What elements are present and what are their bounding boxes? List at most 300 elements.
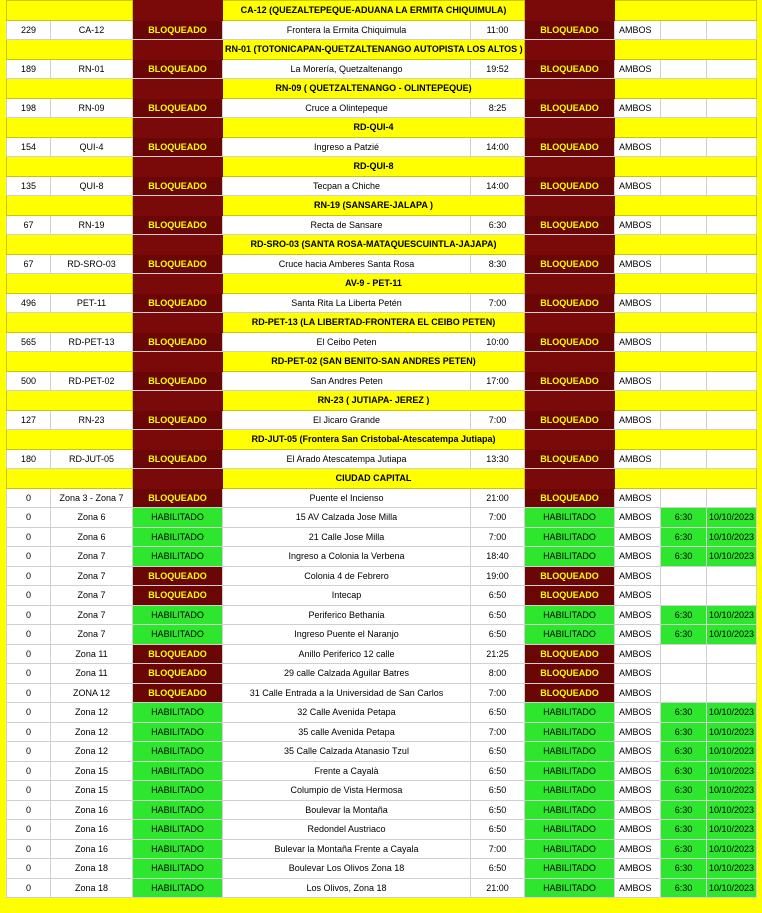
time-cell: 7:00 <box>471 839 525 859</box>
km-cell: 0 <box>7 859 51 879</box>
location-cell: 35 Calle Calzada Atanasio Tzul <box>223 742 471 762</box>
location-cell: San Andres Peten <box>223 371 471 391</box>
time-cell: 19:52 <box>471 59 525 79</box>
header-spacer <box>7 352 133 372</box>
status-cell: HABILITADO <box>525 703 615 723</box>
status-cell: BLOQUEADO <box>525 254 615 274</box>
location-cell: 21 Calle Jose Milla <box>223 527 471 547</box>
direction-cell: AMBOS <box>615 449 661 469</box>
status-cell: HABILITADO <box>133 625 223 645</box>
location-cell: Boulevar Los Olivos Zona 18 <box>223 859 471 879</box>
time-cell: 21:00 <box>471 878 525 898</box>
header-spacer <box>615 1 757 21</box>
location-cell: Recta de Sansare <box>223 215 471 235</box>
km-cell: 0 <box>7 488 51 508</box>
time-cell: 17:00 <box>471 371 525 391</box>
table-row <box>7 20 757 40</box>
time-cell: 6:50 <box>471 586 525 606</box>
header-spacer <box>7 40 133 60</box>
km-cell: 0 <box>7 781 51 801</box>
table-row <box>7 137 757 157</box>
time-cell: 13:30 <box>471 449 525 469</box>
location-cell: Periferico Bethania <box>223 605 471 625</box>
reopen-date-cell: 10/10/2023 <box>707 800 757 820</box>
direction-cell: AMBOS <box>615 742 661 762</box>
table-row <box>7 527 757 547</box>
direction-cell: AMBOS <box>615 722 661 742</box>
location-cell: 32 Calle Avenida Petapa <box>223 703 471 723</box>
direction-cell: AMBOS <box>615 508 661 528</box>
route-header-row <box>7 196 757 216</box>
reopen-time-cell <box>661 566 707 586</box>
route-cell: Zona 15 <box>51 761 133 781</box>
reopen-time-cell <box>661 488 707 508</box>
time-cell: 6:50 <box>471 761 525 781</box>
reopen-date-cell: 10/10/2023 <box>707 605 757 625</box>
route-cell: RD-PET-13 <box>51 332 133 352</box>
route-title: AV-9 - PET-11 <box>223 274 525 294</box>
reopen-time-cell: 6:30 <box>661 547 707 567</box>
reopen-time-cell: 6:30 <box>661 527 707 547</box>
location-cell: Puente el Incienso <box>223 488 471 508</box>
direction-cell: AMBOS <box>615 586 661 606</box>
direction-cell: AMBOS <box>615 20 661 40</box>
time-cell: 7:00 <box>471 508 525 528</box>
table-row <box>7 722 757 742</box>
location-cell: El Arado Atescatempa Jutiapa <box>223 449 471 469</box>
location-cell: 15 AV Calzada Jose Milla <box>223 508 471 528</box>
reopen-time-cell: 6:30 <box>661 703 707 723</box>
reopen-date-cell <box>707 644 757 664</box>
route-cell: CA-12 <box>51 20 133 40</box>
route-header-row <box>7 79 757 99</box>
reopen-date-cell: 10/10/2023 <box>707 508 757 528</box>
km-cell: 0 <box>7 644 51 664</box>
header-spacer <box>615 430 757 450</box>
status-cell: HABILITADO <box>525 742 615 762</box>
route-cell: RD-SRO-03 <box>51 254 133 274</box>
header-dark-block <box>133 391 223 411</box>
status-cell: HABILITADO <box>133 527 223 547</box>
direction-cell: AMBOS <box>615 566 661 586</box>
reopen-time-cell <box>661 664 707 684</box>
status-cell: BLOQUEADO <box>525 332 615 352</box>
status-cell: BLOQUEADO <box>133 137 223 157</box>
header-dark-block <box>133 430 223 450</box>
reopen-date-cell <box>707 488 757 508</box>
header-dark-block <box>133 313 223 333</box>
reopen-date-cell: 10/10/2023 <box>707 547 757 567</box>
status-cell: BLOQUEADO <box>133 371 223 391</box>
status-cell: BLOQUEADO <box>133 488 223 508</box>
route-title: RD-SRO-03 (SANTA ROSA-MATAQUESCUINTLA-JAJAPA) <box>223 235 525 255</box>
status-cell: HABILITADO <box>525 781 615 801</box>
status-cell: HABILITADO <box>133 722 223 742</box>
reopen-date-cell: 10/10/2023 <box>707 527 757 547</box>
status-cell: HABILITADO <box>525 605 615 625</box>
status-cell: BLOQUEADO <box>525 293 615 313</box>
header-spacer <box>7 235 133 255</box>
km-cell: 0 <box>7 878 51 898</box>
status-cell: BLOQUEADO <box>133 332 223 352</box>
reopen-date-cell <box>707 98 757 118</box>
status-cell: BLOQUEADO <box>133 410 223 430</box>
location-cell: Intecap <box>223 586 471 606</box>
reopen-time-cell <box>661 176 707 196</box>
reopen-time-cell: 6:30 <box>661 722 707 742</box>
direction-cell: AMBOS <box>615 820 661 840</box>
time-cell: 8:30 <box>471 254 525 274</box>
direction-cell: AMBOS <box>615 781 661 801</box>
table-row <box>7 820 757 840</box>
header-dark-block <box>133 118 223 138</box>
km-cell: 0 <box>7 742 51 762</box>
time-cell: 8:00 <box>471 664 525 684</box>
route-title: RN-09 ( QUETZALTENANGO - OLINTEPEQUE) <box>223 79 525 99</box>
route-cell: Zona 12 <box>51 722 133 742</box>
time-cell: 19:00 <box>471 566 525 586</box>
header-spacer <box>615 274 757 294</box>
status-cell: BLOQUEADO <box>133 449 223 469</box>
reopen-time-cell: 6:30 <box>661 625 707 645</box>
location-cell: Bulevar la Montaña Frente a Cayala <box>223 839 471 859</box>
table-row <box>7 254 757 274</box>
status-cell: HABILITADO <box>133 761 223 781</box>
km-cell: 154 <box>7 137 51 157</box>
direction-cell: AMBOS <box>615 703 661 723</box>
reopen-time-cell: 6:30 <box>661 508 707 528</box>
time-cell: 6:50 <box>471 859 525 879</box>
route-title: RD-QUI-4 <box>223 118 525 138</box>
reopen-time-cell: 6:30 <box>661 761 707 781</box>
table-row <box>7 878 757 898</box>
km-cell: 0 <box>7 508 51 528</box>
time-cell: 11:00 <box>471 20 525 40</box>
reopen-date-cell <box>707 332 757 352</box>
status-cell: BLOQUEADO <box>525 215 615 235</box>
header-dark-block <box>133 40 223 60</box>
km-cell: 0 <box>7 722 51 742</box>
time-cell: 6:50 <box>471 800 525 820</box>
km-cell: 0 <box>7 761 51 781</box>
table-row <box>7 371 757 391</box>
reopen-time-cell <box>661 644 707 664</box>
direction-cell: AMBOS <box>615 625 661 645</box>
status-cell: BLOQUEADO <box>525 176 615 196</box>
header-dark-block <box>525 313 615 333</box>
status-cell: HABILITADO <box>133 742 223 762</box>
location-cell: 31 Calle Entrada a la Universidad de San Carlos <box>223 683 471 703</box>
header-dark-block <box>525 430 615 450</box>
location-cell: Colonia 4 de Febrero <box>223 566 471 586</box>
reopen-date-cell: 10/10/2023 <box>707 839 757 859</box>
status-cell: BLOQUEADO <box>525 20 615 40</box>
route-cell: RN-23 <box>51 410 133 430</box>
status-cell: HABILITADO <box>525 839 615 859</box>
route-title: CIUDAD CAPITAL <box>223 469 525 489</box>
table-row <box>7 742 757 762</box>
km-cell: 198 <box>7 98 51 118</box>
km-cell: 0 <box>7 586 51 606</box>
direction-cell: AMBOS <box>615 137 661 157</box>
status-cell: BLOQUEADO <box>525 59 615 79</box>
reopen-time-cell <box>661 683 707 703</box>
header-spacer <box>615 79 757 99</box>
table-row <box>7 98 757 118</box>
time-cell: 7:00 <box>471 683 525 703</box>
km-cell: 500 <box>7 371 51 391</box>
route-header-row <box>7 40 757 60</box>
direction-cell: AMBOS <box>615 839 661 859</box>
status-cell: HABILITADO <box>525 508 615 528</box>
header-dark-block <box>133 274 223 294</box>
time-cell: 7:00 <box>471 722 525 742</box>
km-cell: 0 <box>7 547 51 567</box>
header-dark-block <box>525 40 615 60</box>
direction-cell: AMBOS <box>615 176 661 196</box>
route-title: RN-19 (SANSARE-JALAPA ) <box>223 196 525 216</box>
header-dark-block <box>525 274 615 294</box>
direction-cell: AMBOS <box>615 878 661 898</box>
reopen-time-cell <box>661 586 707 606</box>
location-cell: Santa Rita La Liberta Petén <box>223 293 471 313</box>
table-row <box>7 859 757 879</box>
header-spacer <box>7 274 133 294</box>
table-row <box>7 488 757 508</box>
header-spacer <box>615 391 757 411</box>
status-cell: HABILITADO <box>525 859 615 879</box>
header-spacer <box>615 313 757 333</box>
table-row <box>7 781 757 801</box>
location-cell: Frente a Cayalà <box>223 761 471 781</box>
reopen-date-cell: 10/10/2023 <box>707 781 757 801</box>
km-cell: 67 <box>7 215 51 235</box>
route-cell: Zona 12 <box>51 742 133 762</box>
route-cell: Zona 7 <box>51 586 133 606</box>
km-cell: 496 <box>7 293 51 313</box>
route-header-row <box>7 235 757 255</box>
status-cell: HABILITADO <box>525 820 615 840</box>
direction-cell: AMBOS <box>615 800 661 820</box>
location-cell: Tecpan a Chiche <box>223 176 471 196</box>
time-cell: 8:25 <box>471 98 525 118</box>
location-cell: Boulevar la Montaña <box>223 800 471 820</box>
header-spacer <box>615 157 757 177</box>
reopen-date-cell <box>707 137 757 157</box>
status-cell: BLOQUEADO <box>133 59 223 79</box>
reopen-time-cell <box>661 254 707 274</box>
table-row <box>7 839 757 859</box>
km-cell: 127 <box>7 410 51 430</box>
direction-cell: AMBOS <box>615 98 661 118</box>
reopen-date-cell <box>707 20 757 40</box>
status-cell: HABILITADO <box>133 859 223 879</box>
header-spacer <box>7 430 133 450</box>
table-row <box>7 703 757 723</box>
direction-cell: AMBOS <box>615 605 661 625</box>
location-cell: Los Olivos, Zona 18 <box>223 878 471 898</box>
header-spacer <box>615 196 757 216</box>
time-cell: 6:50 <box>471 781 525 801</box>
location-cell: 35 calle Avenida Petapa <box>223 722 471 742</box>
route-cell: Zona 11 <box>51 664 133 684</box>
header-spacer <box>7 157 133 177</box>
time-cell: 7:00 <box>471 527 525 547</box>
route-cell: Zona 7 <box>51 625 133 645</box>
status-cell: HABILITADO <box>133 800 223 820</box>
reopen-time-cell <box>661 293 707 313</box>
reopen-date-cell <box>707 664 757 684</box>
location-cell: Redondel Austriaco <box>223 820 471 840</box>
header-spacer <box>615 40 757 60</box>
direction-cell: AMBOS <box>615 293 661 313</box>
status-cell: HABILITADO <box>525 800 615 820</box>
header-dark-block <box>525 196 615 216</box>
route-title: RN-01 (TOTONICAPAN-QUETZALTENANGO AUTOPISTA LOS ALTOS ) <box>223 40 525 60</box>
status-cell: HABILITADO <box>133 878 223 898</box>
km-cell: 0 <box>7 839 51 859</box>
header-spacer <box>7 391 133 411</box>
status-cell: BLOQUEADO <box>525 449 615 469</box>
km-cell: 0 <box>7 566 51 586</box>
km-cell: 0 <box>7 625 51 645</box>
km-cell: 0 <box>7 820 51 840</box>
reopen-date-cell <box>707 410 757 430</box>
direction-cell: AMBOS <box>615 683 661 703</box>
time-cell: 6:50 <box>471 703 525 723</box>
route-cell: Zona 12 <box>51 703 133 723</box>
status-cell: HABILITADO <box>525 527 615 547</box>
direction-cell: AMBOS <box>615 527 661 547</box>
route-cell: Zona 18 <box>51 878 133 898</box>
header-dark-block <box>525 1 615 21</box>
time-cell: 10:00 <box>471 332 525 352</box>
location-cell: Cruce hacia Amberes Santa Rosa <box>223 254 471 274</box>
header-spacer <box>7 79 133 99</box>
km-cell: 189 <box>7 59 51 79</box>
table-row <box>7 644 757 664</box>
table-row <box>7 761 757 781</box>
km-cell: 180 <box>7 449 51 469</box>
location-cell: Ingreso Puente el Naranjo <box>223 625 471 645</box>
header-spacer <box>615 352 757 372</box>
reopen-date-cell: 10/10/2023 <box>707 878 757 898</box>
direction-cell: AMBOS <box>615 488 661 508</box>
km-cell: 229 <box>7 20 51 40</box>
header-dark-block <box>133 157 223 177</box>
route-cell: RN-09 <box>51 98 133 118</box>
status-cell: BLOQUEADO <box>525 566 615 586</box>
status-cell: HABILITADO <box>525 761 615 781</box>
status-cell: HABILITADO <box>133 781 223 801</box>
status-cell: HABILITADO <box>133 508 223 528</box>
route-cell: Zona 7 <box>51 547 133 567</box>
reopen-date-cell <box>707 683 757 703</box>
km-cell: 67 <box>7 254 51 274</box>
direction-cell: AMBOS <box>615 644 661 664</box>
table-row <box>7 566 757 586</box>
reopen-date-cell <box>707 254 757 274</box>
time-cell: 14:00 <box>471 137 525 157</box>
status-cell: BLOQUEADO <box>133 254 223 274</box>
location-cell: Frontera la Ermita Chiquimula <box>223 20 471 40</box>
reopen-time-cell <box>661 410 707 430</box>
reopen-date-cell: 10/10/2023 <box>707 761 757 781</box>
route-cell: RD-PET-02 <box>51 371 133 391</box>
header-dark-block <box>525 118 615 138</box>
table-row <box>7 605 757 625</box>
direction-cell: AMBOS <box>615 371 661 391</box>
status-cell: BLOQUEADO <box>525 137 615 157</box>
header-dark-block <box>133 469 223 489</box>
header-dark-block <box>525 157 615 177</box>
status-cell: BLOQUEADO <box>133 566 223 586</box>
status-cell: HABILITADO <box>133 547 223 567</box>
route-cell: Zona 7 <box>51 605 133 625</box>
time-cell: 21:00 <box>471 488 525 508</box>
reopen-date-cell: 10/10/2023 <box>707 820 757 840</box>
reopen-time-cell <box>661 332 707 352</box>
status-cell: BLOQUEADO <box>133 98 223 118</box>
route-cell: RN-19 <box>51 215 133 235</box>
header-spacer <box>7 469 133 489</box>
reopen-date-cell <box>707 59 757 79</box>
reopen-time-cell <box>661 215 707 235</box>
header-spacer <box>7 313 133 333</box>
header-dark-block <box>133 196 223 216</box>
route-cell: Zona 11 <box>51 644 133 664</box>
reopen-time-cell: 6:30 <box>661 781 707 801</box>
status-cell: BLOQUEADO <box>133 644 223 664</box>
reopen-date-cell <box>707 176 757 196</box>
table-row <box>7 800 757 820</box>
table-row <box>7 176 757 196</box>
status-cell: HABILITADO <box>525 722 615 742</box>
reopen-time-cell: 6:30 <box>661 820 707 840</box>
route-header-row <box>7 391 757 411</box>
status-cell: BLOQUEADO <box>133 176 223 196</box>
km-cell: 565 <box>7 332 51 352</box>
reopen-time-cell <box>661 98 707 118</box>
header-dark-block <box>133 79 223 99</box>
header-spacer <box>615 118 757 138</box>
status-cell: BLOQUEADO <box>525 644 615 664</box>
direction-cell: AMBOS <box>615 410 661 430</box>
reopen-time-cell: 6:30 <box>661 800 707 820</box>
time-cell: 14:00 <box>471 176 525 196</box>
route-header-row <box>7 157 757 177</box>
status-cell: BLOQUEADO <box>525 410 615 430</box>
time-cell: 6:50 <box>471 820 525 840</box>
status-cell: BLOQUEADO <box>525 586 615 606</box>
reopen-date-cell <box>707 449 757 469</box>
reopen-date-cell <box>707 293 757 313</box>
route-cell: Zona 3 - Zona 7 <box>51 488 133 508</box>
direction-cell: AMBOS <box>615 254 661 274</box>
time-cell: 7:00 <box>471 410 525 430</box>
reopen-time-cell <box>661 449 707 469</box>
route-cell: PET-11 <box>51 293 133 313</box>
route-cell: Zona 18 <box>51 859 133 879</box>
table-row <box>7 449 757 469</box>
table-row <box>7 332 757 352</box>
reopen-date-cell <box>707 586 757 606</box>
location-cell: Ingreso a Patzié <box>223 137 471 157</box>
route-header-row <box>7 313 757 333</box>
header-dark-block <box>525 469 615 489</box>
location-cell: La Morería, Quetzaltenango <box>223 59 471 79</box>
route-cell: Zona 16 <box>51 839 133 859</box>
